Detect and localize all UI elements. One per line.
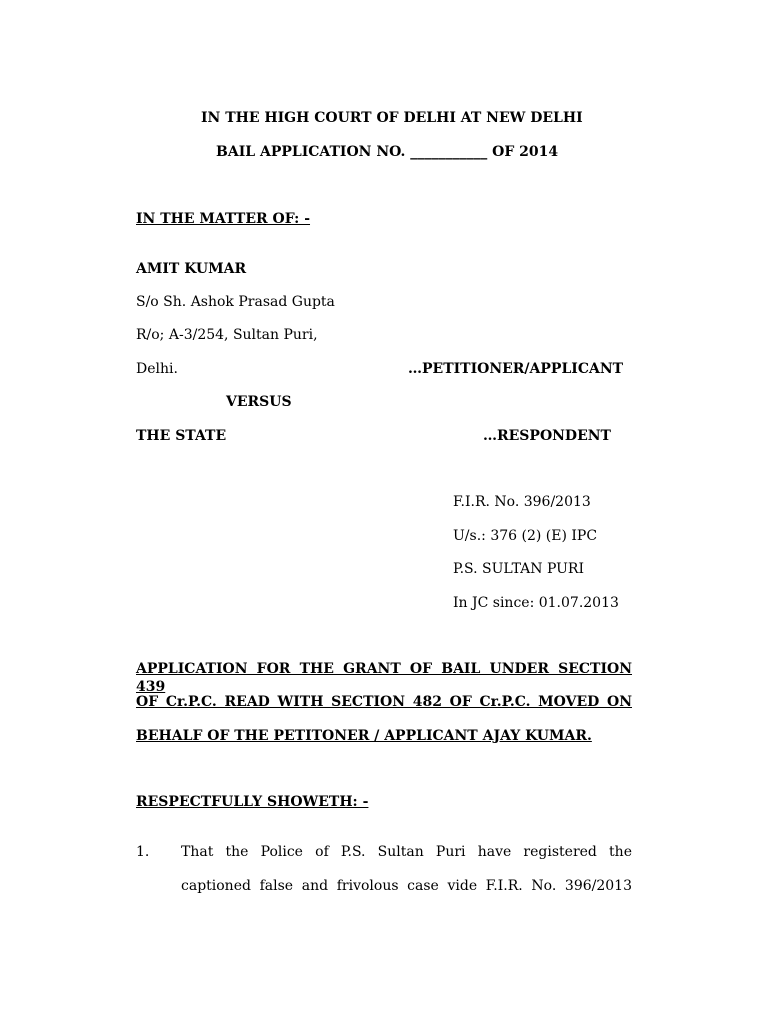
paragraph-number: 1. [136, 844, 150, 860]
paragraph-line1: That the Police of P.S. Sultan Puri have registered the [181, 844, 632, 860]
application-title-line2: OF Cr.P.C. READ WITH SECTION 482 OF Cr.P.C. MOVED ON [136, 694, 632, 710]
respondent-role: …RESPONDENT [483, 428, 611, 444]
petitioner-name: AMIT KUMAR [136, 261, 247, 277]
respondent-name: THE STATE [136, 428, 227, 444]
court-title: IN THE HIGH COURT OF DELHI AT NEW DELHI [201, 110, 583, 126]
application-number: BAIL APPLICATION NO. ___________ OF 2014 [216, 144, 559, 160]
petitioner-address-line1: R/o; A-3/254, Sultan Puri, [136, 327, 318, 343]
versus-label: VERSUS [226, 394, 292, 410]
matter-heading: IN THE MATTER OF: - [136, 211, 311, 227]
custody-since: In JC since: 01.07.2013 [453, 595, 619, 611]
fir-sections: U/s.: 376 (2) (E) IPC [453, 528, 598, 544]
petitioner-role: …PETITIONER/APPLICANT [408, 361, 624, 377]
petitioner-address-line2: Delhi. [136, 361, 178, 377]
police-station: P.S. SULTAN PURI [453, 561, 584, 577]
application-title-line1: APPLICATION FOR THE GRANT OF BAIL UNDER SECTION 439 [136, 661, 632, 695]
paragraph-line2: captioned false and frivolous case vide F.I.R. No. 396/2013 [181, 878, 632, 894]
showeth-heading: RESPECTFULLY SHOWETH: - [136, 794, 369, 810]
petitioner-parent: S/o Sh. Ashok Prasad Gupta [136, 294, 335, 310]
fir-number: F.I.R. No. 396/2013 [453, 494, 591, 510]
application-title-line3: BEHALF OF THE PETITONER / APPLICANT AJAY KUMAR. [136, 728, 592, 744]
